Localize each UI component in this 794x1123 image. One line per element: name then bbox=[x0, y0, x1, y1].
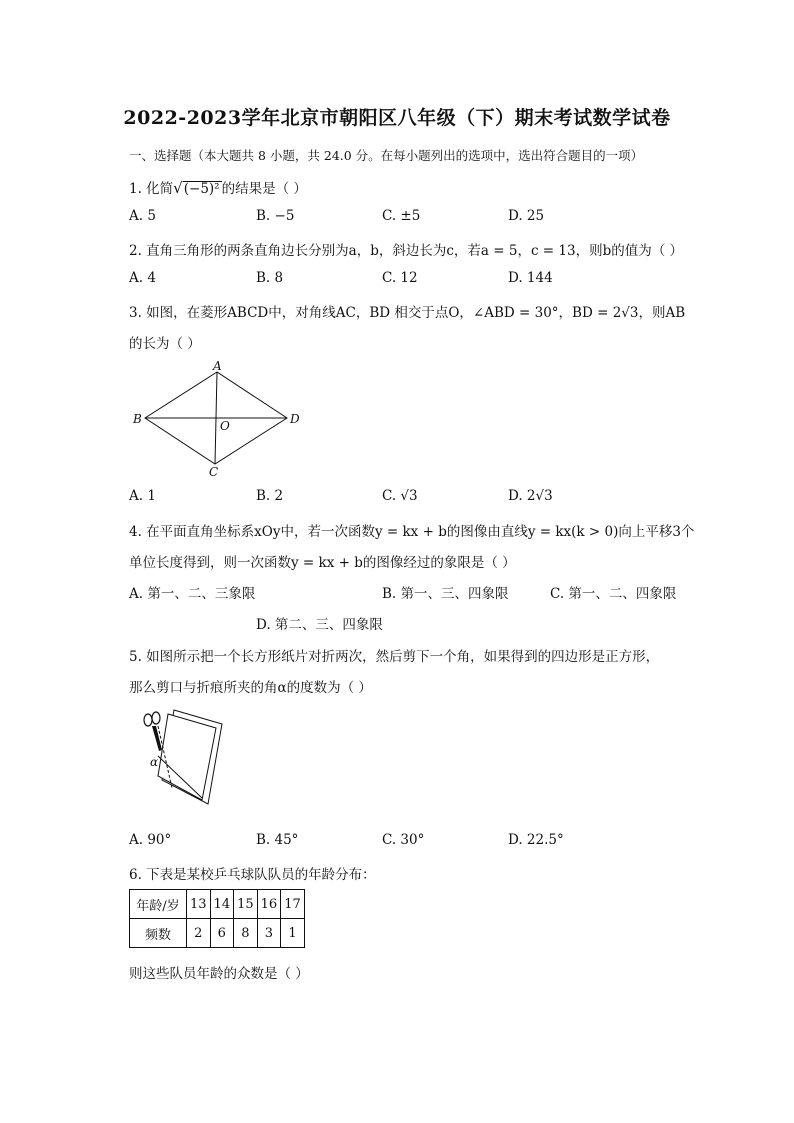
q3-option-d: D. 2√3 bbox=[508, 488, 553, 504]
label-a: A bbox=[213, 360, 222, 373]
table-cell: 16 bbox=[257, 890, 281, 919]
q4-option-a: A. 第一、二、三象限 bbox=[129, 586, 256, 602]
question-4-line-2: 单位长度得到，则一次函数y = kx + b的图像经过的象限是（ ） bbox=[129, 555, 516, 571]
folded-paper-figure bbox=[128, 706, 228, 810]
question-5-line-2: 那么剪口与折痕所夹的角α的度数为（ ） bbox=[129, 680, 372, 696]
q1-option-b: B. −5 bbox=[256, 208, 295, 224]
question-1-radicand: (−5)² bbox=[183, 181, 220, 197]
q3-option-b: B. 2 bbox=[256, 488, 284, 504]
q5-option-d: D. 22.5° bbox=[508, 832, 564, 848]
table-cell: 1 bbox=[281, 919, 305, 948]
question-2: 2. 直角三角形的两条直角边长分别为a，b，斜边长为c，若a = 5，c = 13，则b的值为（ ） bbox=[129, 243, 684, 259]
table-cell: 8 bbox=[234, 919, 258, 948]
q1-option-a: A. 5 bbox=[129, 208, 156, 224]
q3-option-c: C. √3 bbox=[382, 488, 418, 504]
question-4-line-1: 4. 在平面直角坐标系xOy中，若一次函数y = kx + b的图像由直线y = kx(k > 0)向上平移3个 bbox=[129, 524, 695, 540]
table-cell: 15 bbox=[234, 890, 258, 919]
table-cell: 2 bbox=[187, 919, 211, 948]
page-title: 2022-2023学年北京市朝阳区八年级（下）期末考试数学试卷 bbox=[123, 107, 671, 129]
rhombus-figure bbox=[125, 360, 315, 480]
label-d: D bbox=[290, 412, 300, 426]
table-row bbox=[130, 890, 305, 919]
label-b: B bbox=[133, 412, 142, 426]
scissors-handle-2 bbox=[152, 712, 160, 724]
question-1-suffix: 的结果是（ ） bbox=[221, 181, 307, 197]
q1-option-c: C. ±5 bbox=[382, 208, 421, 224]
q4-option-d: D. 第二、三、四象限 bbox=[256, 617, 383, 633]
label-c: C bbox=[209, 465, 219, 479]
table-cell: 17 bbox=[281, 890, 305, 919]
q2-option-b: B. 8 bbox=[256, 270, 284, 286]
q2-option-d: D. 144 bbox=[508, 270, 553, 286]
question-3-line-1: 3. 如图，在菱形ABCD中，对角线AC，BD 相交于点O，∠ABD = 30°，BD = 2√3，则AB bbox=[129, 305, 686, 321]
question-1 bbox=[129, 177, 307, 197]
age-distribution-table bbox=[129, 889, 305, 948]
scissors-handle-1 bbox=[144, 714, 152, 726]
q1-option-d: D. 25 bbox=[508, 208, 545, 224]
question-6: 6. 下表是某校乒乓球队队员的年龄分布： bbox=[129, 867, 376, 883]
q4-option-c: C. 第一、二、四象限 bbox=[550, 586, 677, 602]
table-header-age: 年龄/岁 bbox=[130, 890, 187, 919]
table-row bbox=[130, 919, 305, 948]
q2-option-a: A. 4 bbox=[129, 270, 156, 286]
label-o: O bbox=[220, 419, 230, 433]
table-cell: 3 bbox=[257, 919, 281, 948]
q5-option-c: C. 30° bbox=[382, 832, 425, 848]
label-alpha: α bbox=[150, 755, 159, 769]
q3-option-a: A. 1 bbox=[129, 488, 156, 504]
table-cell: 14 bbox=[210, 890, 234, 919]
q4-option-b: B. 第一、三、四象限 bbox=[382, 586, 509, 602]
q5-option-b: B. 45° bbox=[256, 832, 299, 848]
section-heading: 一、选择题（本大题共 8 小题，共 24.0 分。在每小题列出的选项中，选出符合题目的一项） bbox=[129, 148, 644, 163]
question-3-line-2: 的长为（ ） bbox=[129, 336, 201, 352]
question-6-prompt: 则这些队员年龄的众数是（ ） bbox=[129, 966, 309, 982]
table-header-frequency: 频数 bbox=[130, 919, 187, 948]
q2-option-c: C. 12 bbox=[382, 270, 418, 286]
q5-option-a: A. 90° bbox=[129, 832, 172, 848]
question-1-prefix: 1. 化简 bbox=[129, 181, 174, 197]
table-cell: 13 bbox=[187, 890, 211, 919]
question-5-line-1: 5. 如图所示把一个长方形纸片对折两次，然后剪下一个角，如果得到的四边形是正方形， bbox=[129, 649, 660, 665]
table-cell: 6 bbox=[210, 919, 234, 948]
sqrt-symbol: √ bbox=[173, 179, 183, 197]
